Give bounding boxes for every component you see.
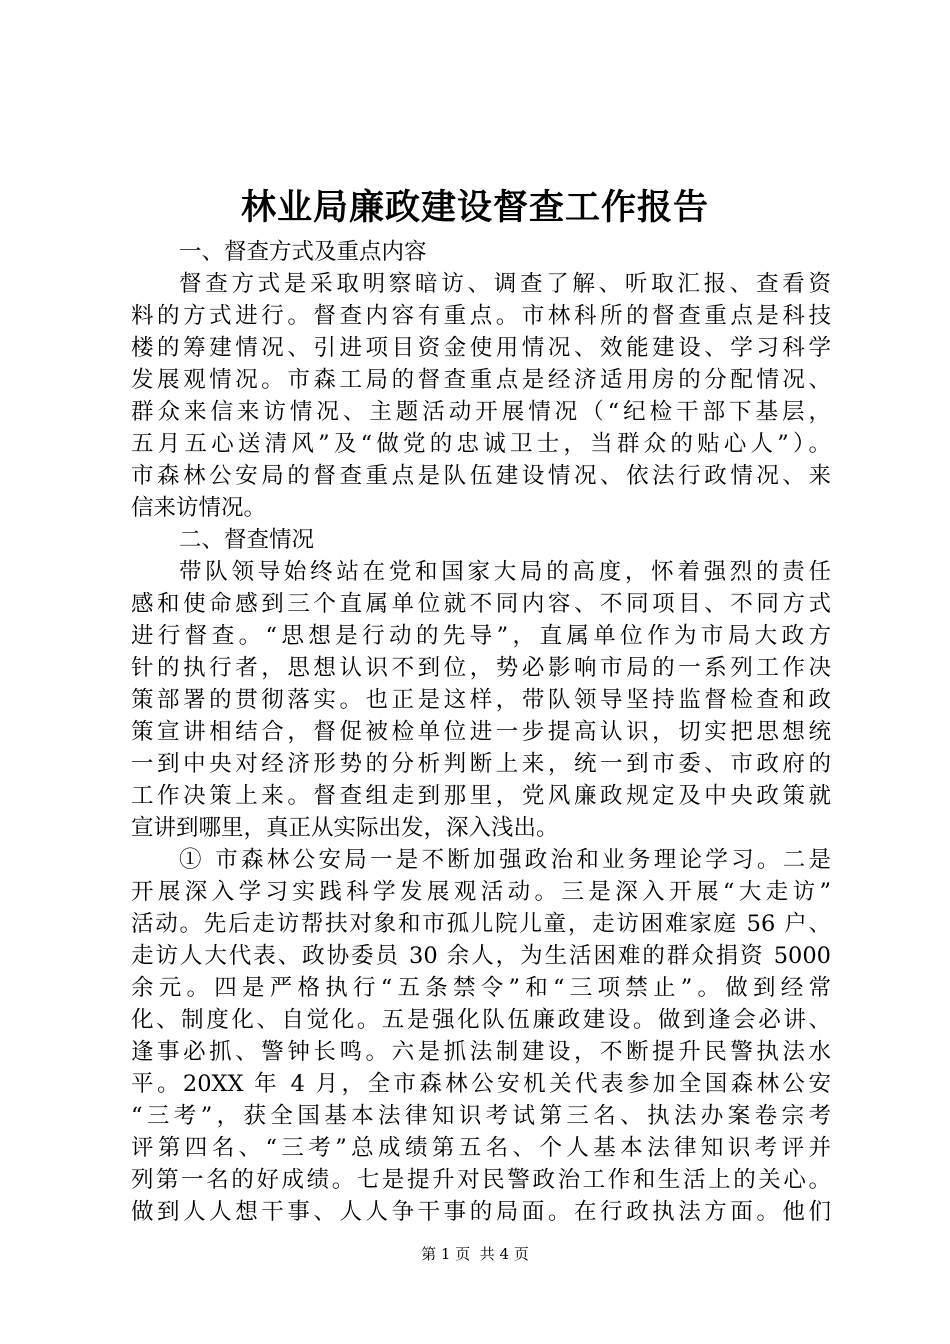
- text-line: “三考”，获全国基本法律知识考试第三名、执法办案卷宗考: [131, 1103, 831, 1129]
- text-line: 一到中央对经济形势的分析判断上来，统一到市委、市政府的: [131, 751, 831, 777]
- text-line: 做到人人想干事、人人争干事的局面。在行政执法方面。他们: [131, 1199, 831, 1225]
- text-line: 走访人大代表、政协委员 30 余人，为生活困难的群众捐资 5000: [131, 943, 831, 969]
- section-heading: 一、督查方式及重点内容: [179, 239, 427, 265]
- text-line: 带队领导始终站在党和国家大局的高度，怀着强烈的责任: [179, 559, 831, 585]
- text-line: 楼的筹建情况、引进项目资金使用情况、效能建设、学习科学: [131, 335, 831, 361]
- section-heading: 二、督查情况: [179, 527, 315, 553]
- text-line: 余元。四是严格执行“五条禁令”和“三项禁止”。做到经常: [131, 975, 831, 1001]
- text-line: 感和使命感到三个直属单位就不同内容、不同项目、不同方式: [131, 591, 831, 617]
- text-line: 督查方式是采取明察暗访、调查了解、听取汇报、查看资: [179, 271, 831, 297]
- text-line: 活动。先后走访帮扶对象和市孤儿院儿童，走访困难家庭 56 户、: [131, 911, 831, 937]
- text-line: 工作决策上来。督查组走到那里，党风廉政规定及中央政策就: [131, 783, 831, 809]
- text-line: 料的方式进行。督查内容有重点。市林科所的督查重点是科技: [131, 303, 831, 329]
- text-line: 针的执行者，思想认识不到位，势必影响市局的一系列工作决: [131, 655, 831, 681]
- text-line: 发展观情况。市森工局的督查重点是经济适用房的分配情况、: [131, 367, 831, 393]
- text-line: 策部署的贯彻落实。也正是这样，带队领导坚持监督检查和政: [131, 687, 831, 713]
- text-line: 宣讲到哪里，真正从实际出发，深入浅出。: [131, 815, 559, 841]
- text-line: 策宣讲相结合，督促被检单位进一步提高认识，切实把思想统: [131, 719, 831, 745]
- document-title: 林业局廉政建设督查工作报告: [240, 187, 709, 228]
- text-line: 信来访情况。: [131, 495, 267, 521]
- page-total: 共 4 页: [479, 1245, 529, 1263]
- text-line: 群众来信来访情况、主题活动开展情况（“纪检干部下基层，: [131, 399, 831, 425]
- text-line: 进行督查。“思想是行动的先导”，直属单位作为市局大政方: [131, 623, 831, 649]
- text-line: 五月五心送清风”及“做党的忠诚卫士，当群众的贴心人”）。: [131, 431, 831, 457]
- text-line: 评第四名、“三考”总成绩第五名、个人基本法律知识考评并: [131, 1135, 831, 1161]
- text-line: 化、制度化、自觉化。五是强化队伍廉政建设。做到逢会必讲、: [131, 1007, 831, 1033]
- text-line: 开展深入学习实践科学发展观活动。三是深入开展“大走访”: [131, 879, 831, 905]
- text-line: 列第一名的好成绩。七是提升对民警政治工作和生活上的关心。: [131, 1167, 831, 1193]
- text-line: ① 市森林公安局一是不断加强政治和业务理论学习。二是: [179, 847, 831, 873]
- text-line: 逢事必抓、警钟长鸣。六是抓法制建设，不断提升民警执法水: [131, 1039, 831, 1065]
- document-body: [131, 236, 831, 1228]
- text-line: 平。20XX 年 4 月，全市森林公安机关代表参加全国森林公安: [131, 1071, 831, 1097]
- page-number: 第 1 页: [421, 1245, 471, 1263]
- text-line: 市森林公安局的督查重点是队伍建设情况、依法行政情况、来: [131, 463, 831, 489]
- page-footer: [0, 1243, 950, 1265]
